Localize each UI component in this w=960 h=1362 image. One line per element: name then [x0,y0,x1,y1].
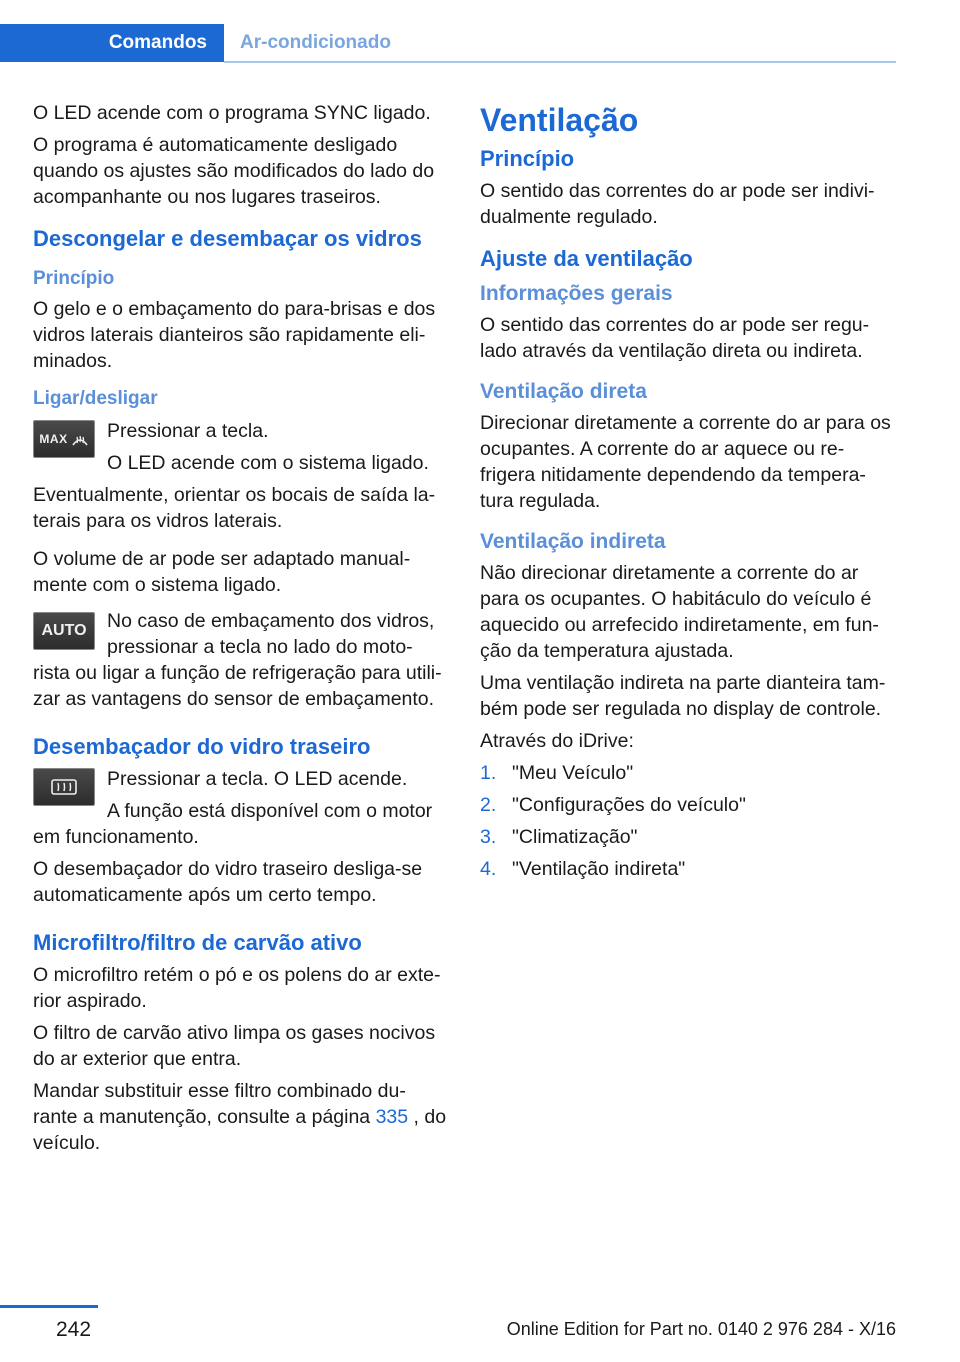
paragraph-auto-fog: No caso de embaçamento dos vidros, pressionar a tecla no lado do moto-rista ou ligar a função de refrigeração para utili-zar as vantagens do sensor de embaçamento. [33,610,442,710]
heading-vent-principle: Princípio [480,146,575,171]
windshield-heat-icon [71,431,89,447]
header-divider [224,61,896,63]
filter-service-text-end: , do veículo. [33,1106,447,1154]
paragraph-rear-auto-off: O desembaçador do vidro traseiro desliga-se automaticamente após um certo tempo. [33,858,423,906]
paragraph-side-vents: Eventualmente, orientar os bocais de saída la-terais para os vidros laterais. [33,484,436,532]
rear-button-block [33,766,449,850]
paragraph-direct-vent: Direcionar diretamente a corrente do ar para os ocupantes. A corrente do ar aquece ou re-frigera nitidamente dependendo da tempera-tura regulada. [480,412,891,512]
step-number: 3. [480,826,497,848]
step-number: 1. [480,762,497,784]
auto-button-label: AUTO [41,622,87,639]
right-column [480,100,896,888]
rear-instruction: Pressionar a tecla. O LED acende. [107,768,408,790]
max-button-text [107,418,429,482]
page-number: 242 [56,1318,92,1341]
paragraph-indirect-vent: Não direcionar diretamente a corrente do ar para os ocupantes. O habitáculo do veículo é aquecido ou arrefecido indiretamente, em fun-ção da temperatura ajustada. [480,562,879,662]
heading-defrost: Descongelar e desembaçar os vidros [33,226,422,251]
paragraph-indirect-display: Uma ventilação indireta na parte dianteira tam-bém pode ser regulada no display de controle. [480,672,886,720]
heading-general-info: Informações gerais [480,282,673,305]
heading-defrost-principle: Princípio [33,268,115,289]
step-text: "Configurações do veículo" [512,794,746,816]
list-item [480,792,896,818]
left-column [33,100,449,1162]
paragraph-defrost-principle: O gelo e o embaçamento do para-brisas e dos vidros laterais dianteiros são rapidamente eli-minados. [33,298,436,372]
paragraph-sync-off: O programa é automaticamente desligado quando os ajustes são modificados do lado do acompanhante ou nos lugares traseiros. [33,134,435,208]
paragraph-idrive: Através do iDrive: [480,730,634,752]
auto-button-icon [33,612,95,650]
page-header [0,0,960,64]
list-item [480,824,896,850]
tab-ar-condicionado[interactable]: Ar-condicionado [240,32,391,53]
list-item [480,856,896,882]
heading-on-off: Ligar/desligar [33,388,158,409]
paragraph-vent-principle: O sentido das correntes do ar pode ser indivi-dualmente regulado. [480,180,875,228]
heading-indirect-vent: Ventilação indireta [480,530,666,553]
footer-divider [0,1305,98,1308]
paragraph-filter-service [33,1078,449,1156]
list-item [480,760,896,786]
page-reference-link[interactable]: 335 [375,1106,409,1128]
paragraph-carbon-filter: O filtro de carvão ativo limpa os gases nocivos do ar exterior que entra. [33,1022,436,1070]
step-text: "Climatização" [512,826,638,848]
idrive-steps-list [480,760,896,882]
paragraph-sync-led: O LED acende com o programa SYNC ligado. [33,102,431,124]
footer-edition: Online Edition for Part no. 0140 2 976 284 - X/16 [506,1319,896,1339]
max-defrost-button-icon [33,420,95,458]
paragraph-microfilter: O microfiltro retém o pó e os polens do ar exte-rior aspirado. [33,964,441,1012]
rear-defrost-icon [49,776,79,798]
paragraph-general-info: O sentido das correntes do ar pode ser regu-lado através da ventilação direta ou indireta. [480,314,870,362]
heading-vent-adjust: Ajuste da ventilação [480,246,693,271]
max-led-note: O LED acende com o sistema ligado. [107,452,429,474]
tab-comandos[interactable]: Comandos [0,24,224,62]
heading-direct-vent: Ventilação direta [480,380,647,403]
step-number: 2. [480,794,497,816]
max-instruction: Pressionar a tecla. [107,420,269,442]
max-button-row [33,418,449,482]
paragraph-air-volume: O volume de ar pode ser adaptado manual-mente com o sistema ligado. [33,548,411,596]
heading-ventilation: Ventilação [480,102,639,138]
rear-engine-note: A função está disponível com o motor em funcionamento. [33,800,433,848]
filter-service-text: Mandar substituir esse filtro combinado du-rante a manutenção, consulte a página [33,1080,406,1128]
max-button-label: MAX [39,432,68,446]
step-text: "Ventilação indireta" [512,858,686,880]
heading-microfilter: Microfiltro/filtro de carvão ativo [33,930,362,955]
rear-window-defrost-icon [33,768,95,806]
auto-button-block [33,608,449,712]
heading-rear-defroster: Desembaçador do vidro traseiro [33,734,371,759]
step-number: 4. [480,858,497,880]
step-text: "Meu Veículo" [512,762,634,784]
